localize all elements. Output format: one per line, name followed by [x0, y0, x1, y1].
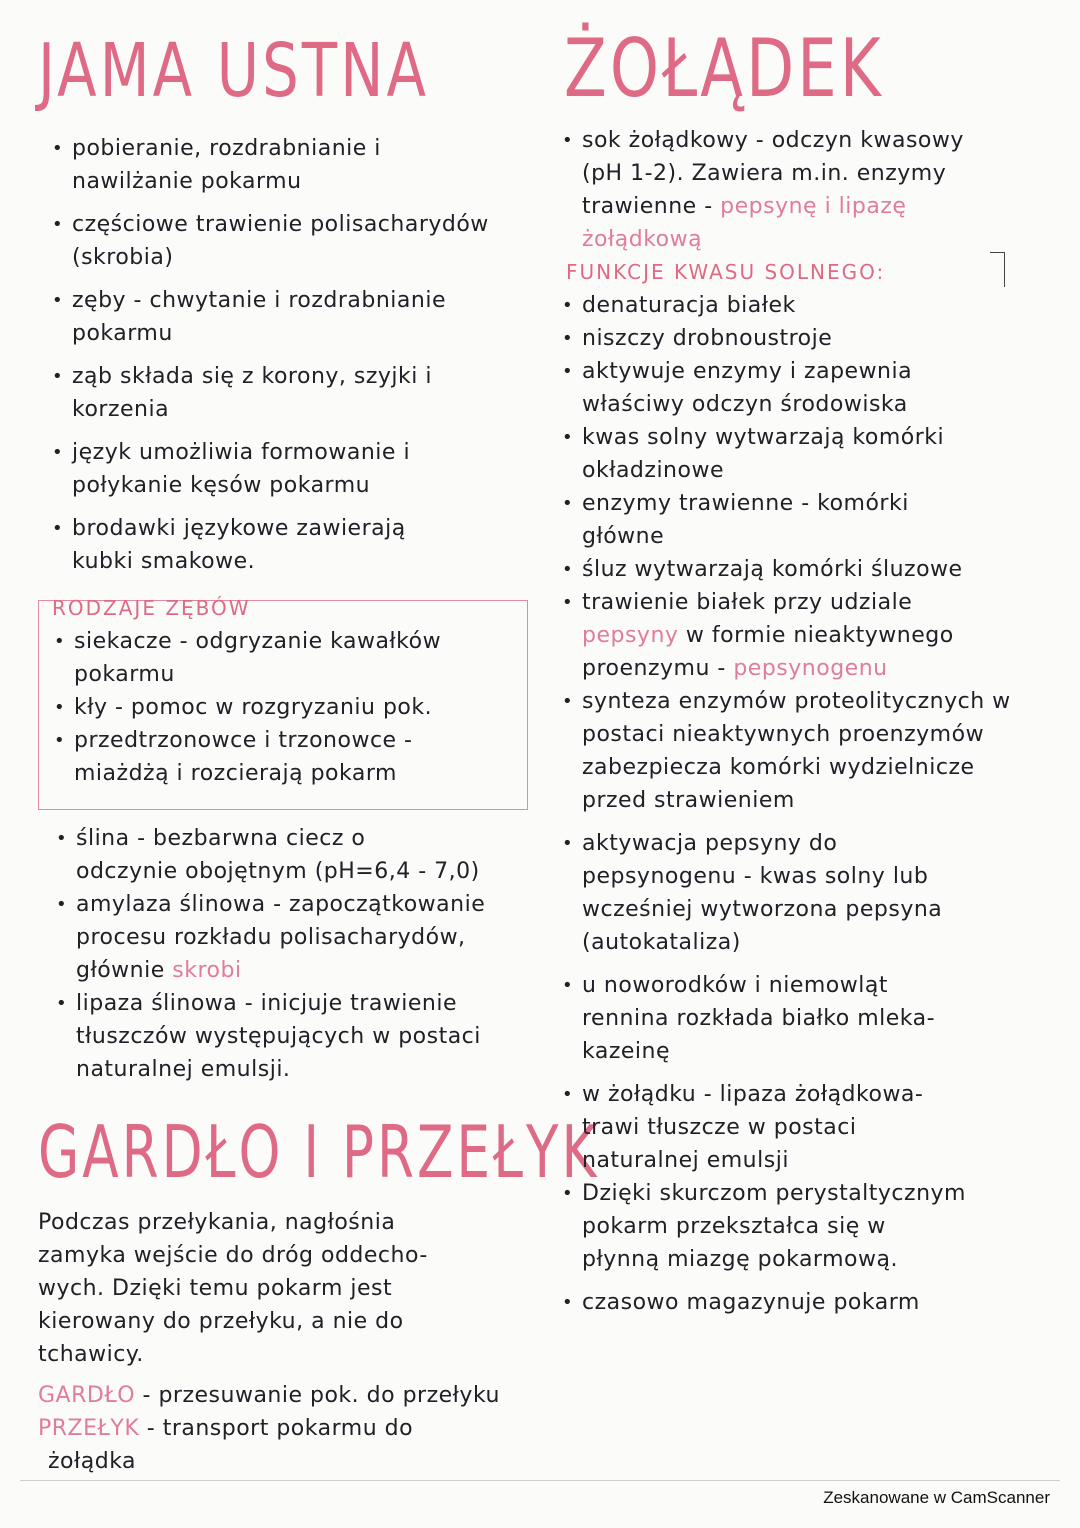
list-item: • lipaza ślinowa - inicjuje trawienie tłuszczów występujących w postaci naturalnej emulsji. — [54, 987, 544, 1086]
list-item: • niszczy drobnoustroje — [560, 322, 1060, 355]
list-item: • Dzięki skurczom perystaltycznym pokarm przekształca się w płynną miazgę pokarmową. — [560, 1177, 1060, 1276]
list-item: • enzymy trawienne - komórki główne — [560, 487, 1060, 553]
title-jama-ustna: JAMA USTNA — [38, 28, 430, 114]
list-item: • u noworodków i niemowląt rennina rozkłada białko mleka- kazeinę — [560, 969, 1060, 1068]
scanner-footer: Zeskanowane w CamScanner — [823, 1488, 1050, 1507]
list-item: • trawienie białek przy udziale pepsyny w formie nieaktywnego proenzymu - pepsynogenu — [560, 586, 1060, 685]
list-item: • śluz wytwarzają komórki śluzowe — [560, 553, 1060, 586]
list-item: • siekacze - odgryzanie kawałków pokarmu — [52, 625, 532, 691]
list-item: • czasowo magazynuje pokarm — [560, 1286, 1060, 1319]
list-item: • częściowe trawienie polisacharydów (skrobia) — [50, 208, 540, 274]
list-item: • język umożliwia formowanie i połykanie kęsów pokarmu — [50, 436, 540, 502]
list-item: • kwas solny wytwarzają komórki okładzinowe — [560, 421, 1060, 487]
teeth-heading: RODZAJE ZĘBÓW — [52, 596, 251, 620]
throat-line: GARDŁO - przesuwanie pok. do przełyku — [38, 1383, 500, 1408]
list-item: • sok żołądkowy - odczyn kwasowy (pH 1-2). Zawiera m.in. enzymy trawienne - pepsynę i lipazę żołądkową — [560, 124, 1060, 256]
list-item: • ząb składa się z korony, szyjki i korzenia — [50, 360, 540, 426]
list-item: • synteza enzymów proteolitycznych w postaci nieaktywnych proenzymów zabezpiecza komórki wydzielnicze przed strawieniem — [560, 685, 1060, 817]
list-item: • denaturacja białek — [560, 289, 1060, 322]
title-zoladek: ŻOŁĄDEK — [564, 22, 884, 115]
scan-bottom-rule — [20, 1480, 1060, 1481]
list-item: • ślina - bezbarwna ciecz o odczynie obojętnym (pH=6,4 - 7,0) — [54, 822, 544, 888]
list-item: • amylaza ślinowa - zapoczątkowanie procesu rozkładu polisacharydów, głównie skrobi — [54, 888, 544, 987]
list-item: • aktywacja pepsyny do pepsynogenu - kwas solny lub wcześniej wytworzona pepsyna (autokataliza) — [560, 827, 1060, 959]
acid-functions-heading: FUNKCJE KWASU SOLNEGO: — [566, 260, 886, 284]
throat-text: Podczas przełykania, nagłośnia zamyka wejście do dróg oddecho- wych. Dzięki temu pokarm jest kierowany do przełyku, a nie do tchawicy. GARDŁO - przesuwanie pok. do przełyku PRZEŁYK - transport pokarmu do żołądka — [38, 1206, 538, 1478]
list-item: • zęby - chwytanie i rozdrabnianie pokarmu — [50, 284, 540, 350]
jama-list — [50, 132, 540, 578]
esophagus-line: PRZEŁYK - transport pokarmu do — [38, 1416, 414, 1441]
saliva-list — [54, 822, 544, 1086]
teeth-list — [52, 592, 532, 790]
list-item: • aktywuje enzymy i zapewnia właściwy odczyn środowiska — [560, 355, 1060, 421]
list-item: • przedtrzonowce i trzonowce - miażdżą i rozcierają pokarm — [52, 724, 532, 790]
title-gardlo-i-przelyk: GARDŁO I PRZEŁYK — [38, 1110, 600, 1194]
list-item: • pobieranie, rozdrabnianie i nawilżanie pokarmu — [50, 132, 540, 198]
list-item: • kły - pomoc w rozgryzaniu pok. — [52, 691, 532, 724]
stomach-list — [560, 124, 1060, 1319]
list-item: • w żołądku - lipaza żołądkowa- trawi tłuszcze w postaci naturalnej emulsji — [560, 1078, 1060, 1177]
list-item: • brodawki językowe zawierają kubki smakowe. — [50, 512, 540, 578]
